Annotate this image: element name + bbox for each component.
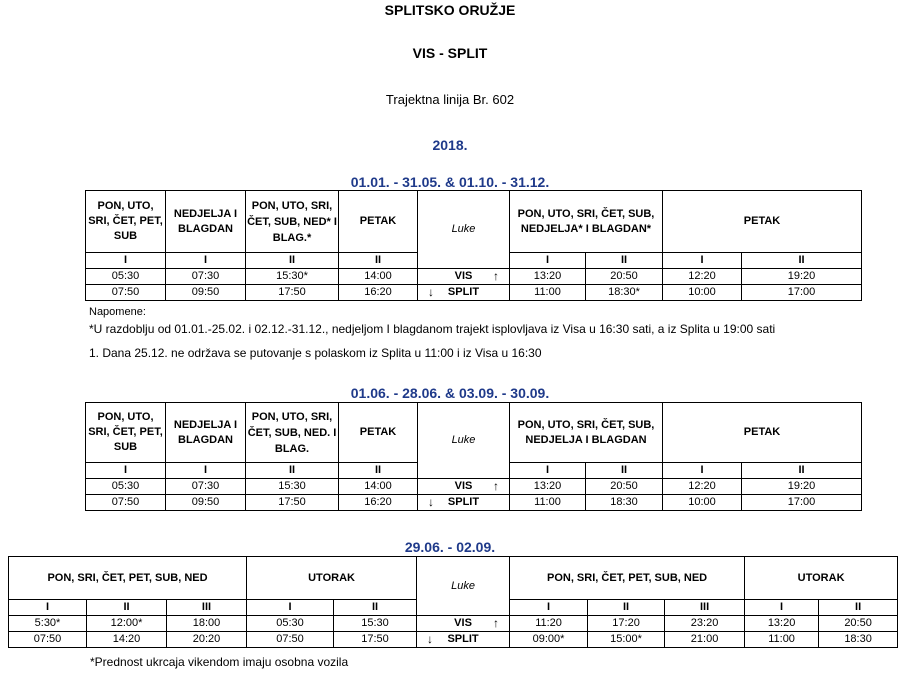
trip-number: II (588, 600, 665, 616)
header-row (9, 557, 898, 600)
arrow-up-icon: ↑ (493, 479, 499, 493)
time-cell: 15:30 (246, 479, 339, 495)
time-cell: 18:00 (167, 616, 247, 632)
period-heading-1: 01.01. - 31.05. & 01.10. - 31.12. (350, 174, 550, 190)
col-header-friday-return: PETAK (663, 191, 862, 253)
port-name: SPLIT (447, 286, 480, 298)
port-vis (418, 479, 510, 495)
time-cell: 07:50 (86, 495, 166, 511)
arrow-down-icon: ↓ (427, 632, 434, 646)
port-vis (417, 616, 510, 632)
trip-number: II (334, 600, 417, 616)
time-cell: 17:00 (742, 285, 862, 301)
time-cell: 11:00 (510, 285, 586, 301)
time-cell: 17:50 (246, 495, 339, 511)
period-heading-3: 29.06. - 02.09. (404, 539, 496, 555)
time-cell: 14:20 (87, 632, 167, 648)
port-vis (418, 269, 510, 285)
time-cell: 14:00 (339, 479, 418, 495)
ports-header: Luke (418, 403, 510, 479)
port-name: VIS (454, 270, 473, 282)
time-cell: 15:30* (246, 269, 339, 285)
time-cell: 18:30* (586, 285, 663, 301)
trip-number: III (665, 600, 745, 616)
notes-label: Napomene: (89, 306, 146, 318)
time-cell: 13:20 (510, 269, 586, 285)
time-cell: 17:00 (742, 495, 862, 511)
table-row (9, 616, 898, 632)
ports-header: Luke (417, 557, 510, 616)
port-split (418, 285, 510, 301)
arrow-down-icon: ↓ (428, 495, 434, 509)
col-header-tuesday-return: UTORAK (745, 557, 898, 600)
col-header-friday-1: PETAK (339, 191, 418, 253)
col-header-friday-return: PETAK (663, 403, 862, 463)
trip-number: I (166, 253, 246, 269)
line-number: Trajektna linija Br. 602 (385, 92, 515, 107)
col-header-days-2: PON, UTO, SRI, ČET, SUB, NED. I BLAG. (246, 403, 339, 463)
time-cell: 05:30 (86, 269, 166, 285)
time-cell: 11:00 (510, 495, 586, 511)
col-header-days-1: PON, UTO, SRI, ČET, PET, SUB (86, 403, 166, 463)
time-cell: 23:20 (665, 616, 745, 632)
time-cell: 16:20 (339, 285, 418, 301)
time-cell: 15:30 (334, 616, 417, 632)
time-cell: 09:50 (166, 285, 246, 301)
port-name: SPLIT (447, 633, 479, 645)
trip-number: I (247, 600, 334, 616)
trip-number: I (9, 600, 87, 616)
col-header-days-return: PON, UTO, SRI, ČET, SUB, NEDJELJA I BLAGDAN (510, 403, 663, 463)
table-row (86, 495, 862, 511)
trip-number: II (586, 463, 663, 479)
time-cell: 05:30 (86, 479, 166, 495)
time-cell: 15:00* (588, 632, 665, 648)
col-header-days-return: PON, UTO, SRI, ČET, SUB, NEDJELJA* I BLAGDAN* (510, 191, 663, 253)
arrow-down-icon: ↓ (428, 285, 434, 299)
time-cell: 07:30 (166, 479, 246, 495)
trip-number: II (742, 463, 862, 479)
time-cell: 5:30* (9, 616, 87, 632)
trip-number: I (86, 463, 166, 479)
time-cell: 14:00 (339, 269, 418, 285)
trip-number: II (819, 600, 898, 616)
time-cell: 07:50 (86, 285, 166, 301)
port-name: SPLIT (447, 496, 480, 508)
trip-number: I (510, 600, 588, 616)
port-name: VIS (454, 617, 472, 629)
time-cell: 09:00* (510, 632, 588, 648)
note-3: *Prednost ukrcaja vikendom imaju osobna vozila (90, 655, 349, 669)
col-header-tuesday-outbound: UTORAK (247, 557, 417, 600)
header-row (86, 403, 862, 463)
header-row (86, 191, 862, 253)
time-cell: 13:20 (745, 616, 819, 632)
col-header-days-return: PON, SRI, ČET, PET, SUB, NED (510, 557, 745, 600)
trip-number: I (745, 600, 819, 616)
table-row (86, 479, 862, 495)
timetable-2 (85, 402, 862, 511)
time-cell: 17:50 (246, 285, 339, 301)
period-heading-2: 01.06. - 28.06. & 03.09. - 30.09. (350, 385, 550, 401)
timetable-1 (85, 190, 862, 301)
time-cell: 11:00 (745, 632, 819, 648)
time-cell: 07:30 (166, 269, 246, 285)
trip-number: II (246, 463, 339, 479)
trip-number: I (86, 253, 166, 269)
ports-header: Luke (418, 191, 510, 269)
time-cell: 20:50 (819, 616, 898, 632)
col-header-sunday-1: NEDJELJA I BLAGDAN (166, 191, 246, 253)
time-cell: 12:20 (663, 479, 742, 495)
time-cell: 16:20 (339, 495, 418, 511)
trip-number: I (166, 463, 246, 479)
time-cell: 07:50 (247, 632, 334, 648)
time-cell: 07:50 (9, 632, 87, 648)
time-cell: 18:30 (819, 632, 898, 648)
table-row (86, 285, 862, 301)
trip-number: I (663, 463, 742, 479)
col-header-days-2: PON, UTO, SRI, ČET, SUB, NED* I BLAG.* (246, 191, 339, 253)
time-cell: 10:00 (663, 285, 742, 301)
col-header-days-1: PON, UTO, SRI, ČET, PET, SUB (86, 191, 166, 253)
time-cell: 18:30 (586, 495, 663, 511)
table-row (86, 269, 862, 285)
table-row (9, 632, 898, 648)
note-1: *U razdoblju od 01.01.-25.02. i 02.12.-31.12., nedjeljom I blagdanom trajekt isplovljava iz Visa u 16:30 sati, a iz Splita u 19:00 sati (89, 322, 776, 336)
time-cell: 20:20 (167, 632, 247, 648)
time-cell: 17:50 (334, 632, 417, 648)
time-cell: 19:20 (742, 479, 862, 495)
note-2: 1. Dana 25.12. ne održava se putovanje s polaskom iz Splita u 11:00 i iz Visa u 16:30 (89, 346, 542, 360)
time-cell: 12:00* (87, 616, 167, 632)
trip-number: I (663, 253, 742, 269)
col-header-friday-1: PETAK (339, 403, 418, 463)
time-cell: 11:20 (510, 616, 588, 632)
company-title: SPLITSKO ORUŽJE (384, 2, 516, 18)
port-name: VIS (454, 480, 473, 492)
time-cell: 20:50 (586, 269, 663, 285)
time-cell: 17:20 (588, 616, 665, 632)
trip-number: II (586, 253, 663, 269)
time-cell: 12:20 (663, 269, 742, 285)
trip-number: II (339, 253, 418, 269)
time-cell: 21:00 (665, 632, 745, 648)
arrow-up-icon: ↑ (493, 616, 500, 630)
time-cell: 10:00 (663, 495, 742, 511)
time-cell: 05:30 (247, 616, 334, 632)
trip-number: II (246, 253, 339, 269)
trip-number: I (510, 253, 586, 269)
timetable-3 (8, 556, 898, 648)
arrow-up-icon: ↑ (493, 269, 499, 283)
trip-number: II (87, 600, 167, 616)
time-cell: 20:50 (586, 479, 663, 495)
trip-number: III (167, 600, 247, 616)
col-header-days-outbound: PON, SRI, ČET, PET, SUB, NED (9, 557, 247, 600)
year-heading: 2018. (432, 137, 468, 153)
time-cell: 19:20 (742, 269, 862, 285)
trip-number: II (339, 463, 418, 479)
trip-number: II (742, 253, 862, 269)
port-split (418, 495, 510, 511)
port-split (417, 632, 510, 648)
trip-number: I (510, 463, 586, 479)
col-header-sunday-1: NEDJELJA I BLAGDAN (166, 403, 246, 463)
time-cell: 09:50 (166, 495, 246, 511)
route-title: VIS - SPLIT (412, 45, 488, 61)
time-cell: 13:20 (510, 479, 586, 495)
